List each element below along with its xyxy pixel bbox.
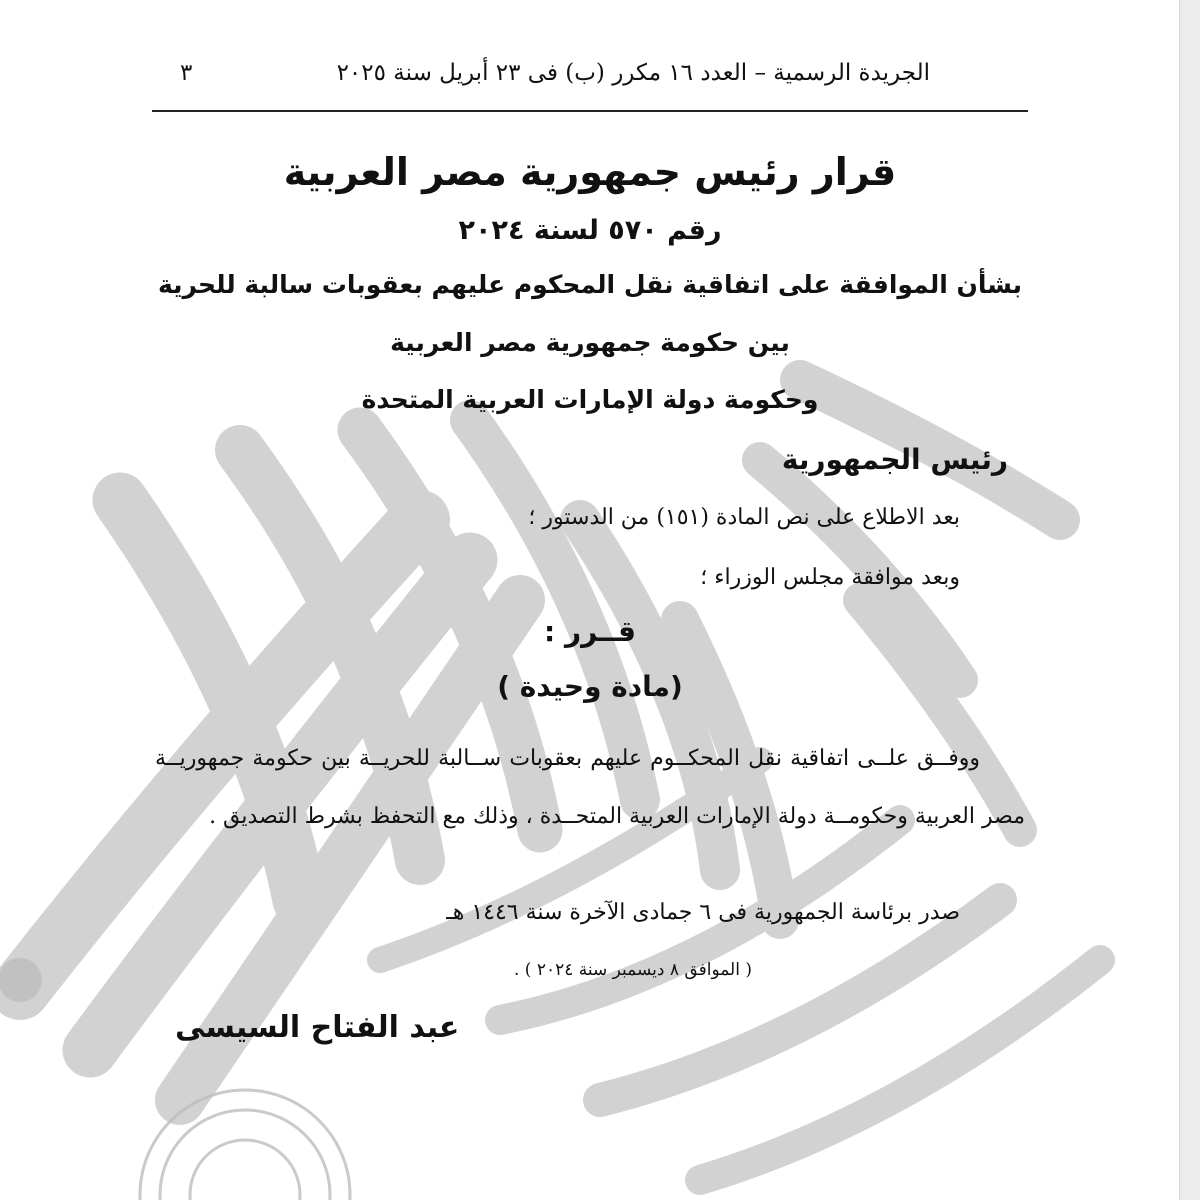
page-header: [150, 60, 1030, 96]
article-body: ووفــق علــى اتفاقية نقل المحكــوم عليهم بعقوبات ســالبة للحريــة بين حكومة جمهوريــة مصر العربية وحكومــة دولة الإمارات العربية المتحــدة ، وذلك مع التحفظ بشرط التصديق .: [155, 746, 1025, 829]
page-number: ٣: [180, 60, 193, 86]
article-heading: (مادة وحيدة ): [497, 670, 683, 703]
preamble-line: بعد الاطلاع على نص المادة (١٥١) من الدستور ؛: [528, 505, 960, 530]
decree-title: قرار رئيس جمهورية مصر العربية: [283, 150, 897, 194]
gazette-header-title: الجريدة الرسمية – العدد ١٦ مكرر (ب) فى ٢٣ أبريل سنة ٢٠٢٥: [336, 60, 930, 86]
signature: عبد الفتاح السيسى: [175, 1010, 460, 1045]
decree-number: رقم ٥٧٠ لسنة ٢٠٢٤: [458, 215, 722, 246]
corresponding-date: ( الموافق ٨ ديسمبر سنة ٢٠٢٤ ) .: [513, 960, 752, 980]
header-divider: [152, 110, 1028, 112]
preamble-line: وبعد موافقة مجلس الوزراء ؛: [700, 565, 960, 590]
page-edge: [1179, 0, 1200, 1200]
decree-subject-line: وحكومة دولة الإمارات العربية المتحدة: [361, 385, 819, 414]
decree-subject-line: بين حكومة جمهورية مصر العربية: [390, 328, 790, 357]
decided-heading: قــرر :: [544, 615, 636, 648]
decree-subject-line: بشأن الموافقة على اتفاقية نقل المحكوم عليهم بعقوبات سالبة للحرية: [157, 270, 1023, 299]
issued-line: صدر برئاسة الجمهورية فى ٦ جمادى الآخرة سنة ١٤٤٦ هـ: [446, 900, 960, 925]
president-heading: رئيس الجمهورية: [781, 443, 1008, 476]
